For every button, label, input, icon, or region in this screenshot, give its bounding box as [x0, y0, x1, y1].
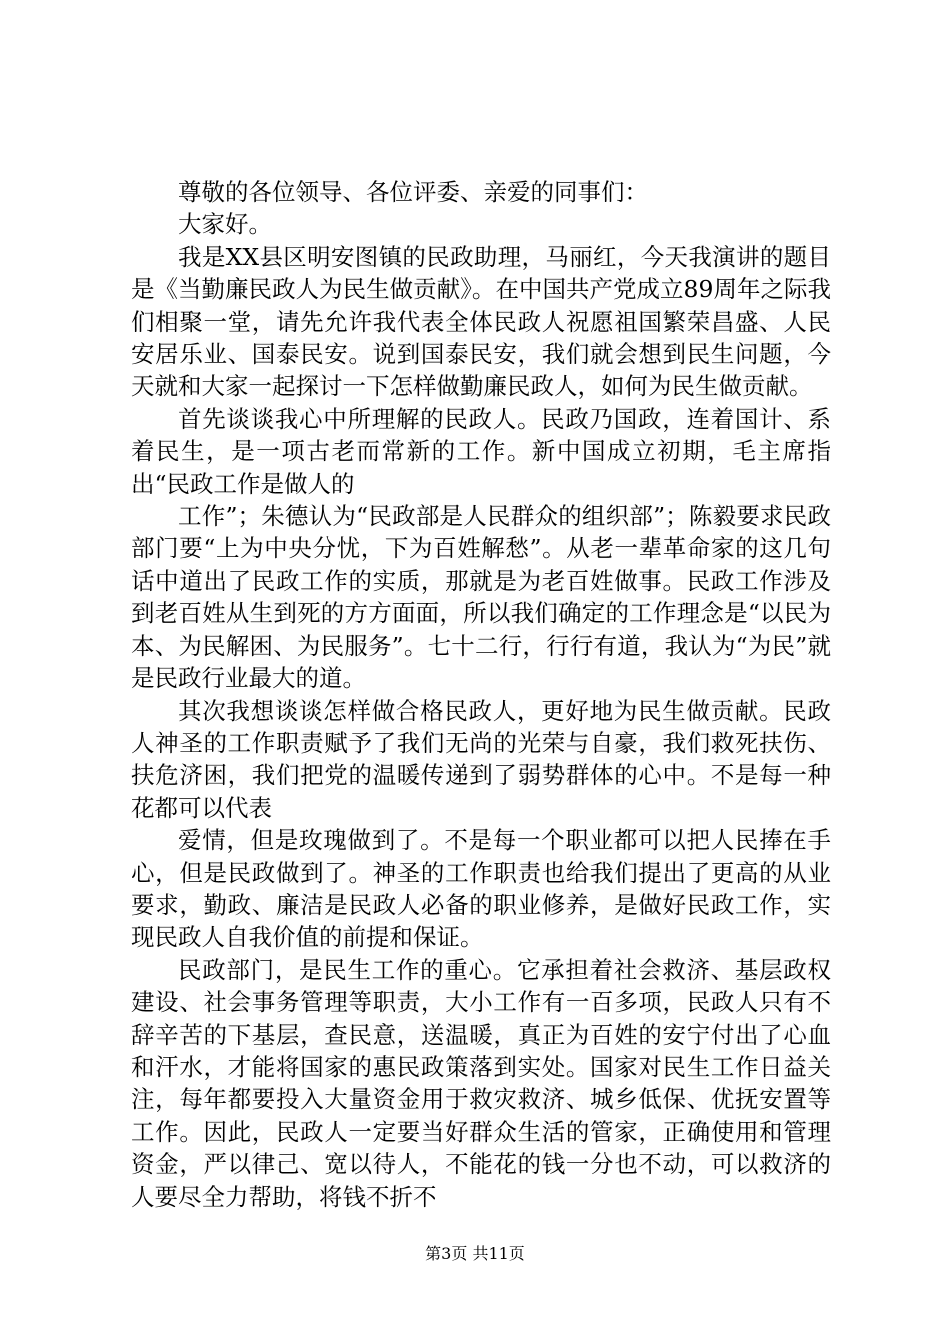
paragraph-department: 民政部门，是民生工作的重心。它承担着社会救济、基层政权建设、社会事务管理等职责，大小工作有一百多项，民政人只有不辞辛苦的下基层，查民意，送温暖，真正为百姓的安宁付出了心血和汗水，才能将国家的惠民政策落到实处。国家对民生工作日益关注，每年都要投入大量资金用于救灾救济、城乡低保、优抚安置等工作。因此，民政人一定要当好群众生活的管家，正确使用和管理资金，严以律己、宽以待人，不能花的钱一分也不动，可以救济的人要尽全力帮助，将钱不折不 — [131, 955, 831, 1211]
paragraph-understanding-continued: 工作”；朱德认为“民政部是人民群众的组织部”；陈毅要求民政部门要“上为中央分忧，下为百姓解愁”。从老一辈革命家的这几句话中道出了民政工作的实质，那就是为老百姓做事。民政工作涉及到老百姓从生到死的方方面面，所以我们确定的工作理念是“以民为本、为民解困、为民服务”。七十二行，行行有道，我认为“为民”就是民政行业最大的道。 — [131, 502, 831, 693]
document-body — [131, 176, 831, 1213]
paragraph-qualified-continued: 爱情，但是玫瑰做到了。不是每一个职业都可以把人民捧在手心，但是民政做到了。神圣的工作职责也给我们提出了更高的从业要求，勤政、廉洁是民政人必备的职业修养，是做好民政工作，实现民政人自我价值的前提和保证。 — [131, 826, 831, 952]
page-number-label: 第3页 共11页 — [425, 1244, 525, 1263]
page-footer — [0, 1244, 950, 1264]
paragraph-qualified: 其次我想谈谈怎样做合格民政人，更好地为民生做贡献。民政人神圣的工作职责赋予了我们无尚的光荣与自豪，我们救死扶伤、扶危济困，我们把党的温暖传递到了弱势群体的心中。不是每一种花都可以代表 — [131, 696, 831, 822]
paragraph-introduction: 我是XX县区明安图镇的民政助理，马丽红，今天我演讲的题目是《当勤廉民政人为民生做贡献》。在中国共产党成立89周年之际我们相聚一堂，请先允许我代表全体民政人祝愿祖国繁荣昌盛、人民安居乐业、国泰民安。说到国泰民安，我们就会想到民生问题，今天就和大家一起探讨一下怎样做勤廉民政人，如何为民生做贡献。 — [131, 242, 831, 401]
paragraph-understanding: 首先谈谈我心中所理解的民政人。民政乃国政，连着国计、系着民生，是一项古老而常新的工作。新中国成立初期，毛主席指出“民政工作是做人的 — [131, 404, 831, 498]
greeting: 大家好。 — [178, 210, 272, 239]
salutation: 尊敬的各位领导、各位评委、亲爱的同事们： — [178, 178, 648, 206]
